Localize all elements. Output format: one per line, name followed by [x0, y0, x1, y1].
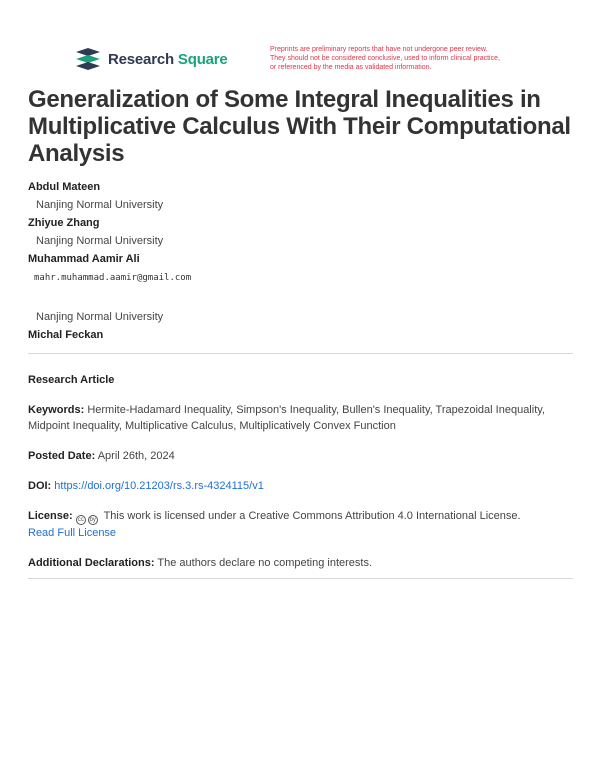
keywords-row	[28, 402, 573, 434]
author-name[interactable]: Muhammad Aamir Ali	[28, 253, 140, 265]
doi-link[interactable]: https://doi.org/10.21203/rs.3.rs-4324115/v1	[54, 480, 264, 492]
preprint-notice-line: They should not be considered conclusive, used to inform clinical practice,	[270, 55, 500, 62]
cc-icon: cc	[77, 517, 84, 523]
preprint-notice	[270, 45, 560, 72]
license-text: This work is licensed under a Creative Commons Attribution 4.0 International License.	[103, 510, 521, 522]
author-name[interactable]: Zhiyue Zhang	[28, 217, 100, 229]
preprint-notice-line: Preprints are preliminary reports that have not undergone peer review.	[270, 46, 488, 53]
preprint-notice-line: or referenced by the media as validated information.	[270, 64, 432, 71]
research-square-logo[interactable]	[74, 48, 228, 70]
author-affiliation: Nanjing Normal University	[36, 311, 164, 323]
article-type: Research Article	[28, 374, 115, 386]
license-label: License:	[28, 510, 73, 522]
license-row	[28, 508, 573, 541]
paper-title: Generalization of Some Integral Inequalities in Multiplicative Calculus With Their Computational Analysis	[28, 86, 571, 167]
posted-date-value: April 26th, 2024	[97, 450, 175, 462]
keywords-label: Keywords:	[28, 404, 85, 416]
cc-license-icons	[76, 515, 98, 525]
divider	[28, 353, 573, 354]
logo-wordmark: Research Square	[108, 50, 228, 68]
doi-row	[28, 478, 573, 494]
author-name[interactable]: Michal Feckan	[28, 329, 104, 341]
declarations-value: The authors declare no competing interests.	[157, 557, 373, 569]
divider	[28, 578, 573, 579]
author-name[interactable]: Abdul Mateen	[28, 181, 101, 193]
declarations-label: Additional Declarations:	[28, 557, 155, 569]
posted-date-label: Posted Date:	[28, 450, 96, 462]
author-list	[28, 180, 573, 346]
read-full-license-link[interactable]: Read Full License	[28, 527, 117, 539]
article-meta	[28, 372, 573, 585]
keywords-value: Hermite-Hadamard Inequality, Simpson's Inequality, Bullen's Inequality, Trapezoidal Inequality, Midpoint Inequality, Multiplicative Calculus, Multiplicatively Convex Function	[28, 404, 545, 432]
doi-label: DOI:	[28, 480, 52, 492]
cc-by-icon: by	[89, 517, 96, 523]
research-square-logo-icon	[74, 48, 102, 70]
posted-date-row	[28, 448, 573, 464]
author-affiliation: Nanjing Normal University	[36, 235, 164, 247]
author-email[interactable]: mahr.muhammad.aamir@gmail.com	[34, 273, 192, 283]
declarations-row	[28, 555, 573, 571]
author-affiliation: Nanjing Normal University	[36, 199, 164, 211]
page-header	[0, 0, 600, 80]
